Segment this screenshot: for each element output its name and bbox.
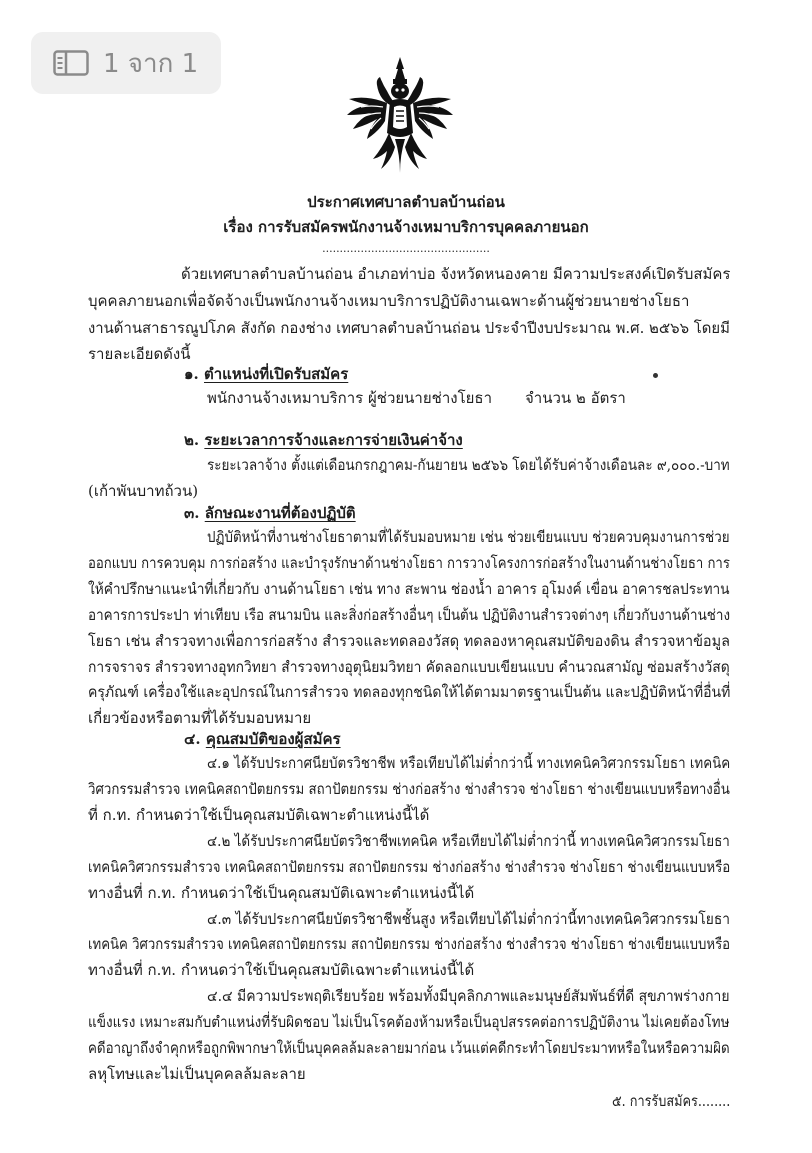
stray-mark xyxy=(653,373,658,378)
section-3-line: การจราจร สำรวจทางอุทกวิทยา สำรวจทางอุตุนิยมวิทยา คัดลอกแบบเขียนแบบ คำนวณสามัญ ซ่อมสร้างวัสดุ xyxy=(88,658,730,676)
section-heading-3 xyxy=(184,503,356,523)
section-title: ระยะเวลาการจ้างและการจ่ายเงินค่าจ้าง xyxy=(204,431,463,449)
section-title: ลักษณะงานที่ต้องปฏิบัติ xyxy=(204,504,356,522)
section-2-line: ระยะเวลาจ้าง ตั้งแต่เดือนกรกฎาคม-กันยายน ๒๕๖๖ โดยได้รับค่าจ้างเดือนละ ๙,๐๐๐.-บาท xyxy=(207,456,730,474)
section-2-line: (เก้าพันบาทถ้วน) xyxy=(88,482,199,500)
qualification-line: ทางอื่นที่ ก.ท. กำหนดว่าใช้เป็นคุณสมบัติเฉพาะตำแหน่งนี้ได้ xyxy=(88,961,475,979)
qualification-line: แข็งแรง เหมาะสมกับตำแหน่งที่รับผิดชอบ ไม่เป็นโรคต้องห้ามหรือเป็นอุปสรรคต่อการปฏิบัติงาน ไม่เคยต้องโทษ xyxy=(88,1013,730,1031)
section-number: ๓. xyxy=(184,504,200,522)
title-separator: ................................................ xyxy=(322,242,490,255)
announcement-subject: เรื่อง การรับสมัครพนักงานจ้างเหมาบริการบุคคลภายนอก xyxy=(223,218,589,236)
section-3-line: ครุภัณฑ์ เครื่องใช้และอุปกรณ์ในการสำรวจ ทดลองทุกชนิดให้ได้ตามมาตรฐานเป็นต้น และปฏิบัติหน้าที่อื่นที่ xyxy=(88,683,731,701)
qualification-line: ๔.๑ ได้รับประกาศนียบัตรวิชาชีพ หรือเทียบได้ไม่ต่ำกว่านี้ ทางเทคนิควิศวกรรมโยธา เทคนิค xyxy=(207,754,731,772)
section-heading-2 xyxy=(184,430,463,450)
qualification-line: ๔.๒ ได้รับประกาศนียบัตรวิชาชีพเทคนิค หรือเทียบได้ไม่ต่ำกว่านี้ ทางเทคนิควิศวกรรมโยธา xyxy=(207,832,730,850)
garuda-emblem xyxy=(343,55,457,175)
position-count: จำนวน ๒ อัตรา xyxy=(525,389,626,407)
section-3-line: อาคารการประปา ท่าเทียบ เรือ สนามบิน และสิ่งก่อสร้างอื่นๆ เป็นต้น ปฏิบัติงานสำรวจต่างๆ เกี่ยวกับงานด้านช่าง xyxy=(88,606,731,624)
qualification-line: เทคนิควิศวกรรมสำรวจ เทคนิคสถาปัตยกรรม สถาปัตยกรรม ช่างก่อสร้าง ช่างสำรวจ ช่างโยธา ช่างเขียนแบบหรือ xyxy=(88,858,731,876)
intro-line: ด้วยเทศบาลตำบลบ้านถ่อน อำเภอท่าบ่อ จังหวัดหนองคาย มีความประสงค์เปิดรับสมัคร xyxy=(181,265,731,283)
qualification-line: วิศวกรรมสำรวจ เทคนิคสถาปัตยกรรม สถาปัตยกรรม ช่างก่อสร้าง ช่างสำรวจ ช่างโยธา ช่างเขียนแบบหรือทางอื่น xyxy=(88,780,730,798)
section-3-line: ให้คำปรึกษาแนะนำที่เกี่ยวกับ งานด้านโยธา เช่น ทาง สะพาน ช่องน้ำ อาคาร อุโมงค์ เขื่อน อาคารชลประทาน xyxy=(88,580,730,598)
qualification-line: ๔.๓ ได้รับประกาศนียบัตรวิชาชีพชั้นสูง หรือเทียบได้ไม่ต่ำกว่านี้ทางเทคนิควิศวกรรมโยธา xyxy=(207,910,730,928)
qualification-line: ๔.๔ มีความประพฤติเรียบร้อย พร้อมทั้งมีบุคลิกภาพและมนุษย์สัมพันธ์ที่ดี สุขภาพร่างกาย xyxy=(207,987,730,1005)
section-number: ๑. xyxy=(184,365,199,383)
qualification-line: คดีอาญาถึงจำคุกหรือถูกพิพากษาให้เป็นบุคคลล้มละลายมาก่อน เว้นแต่คดีกระทำโดยประมาทหรือในหรือความผิด xyxy=(88,1039,730,1057)
section-3-line: โยธา เช่น สำรวจทางเพื่อการก่อสร้าง สำรวจและทดลองวัสดุ ทดลองหาคุณสมบัติของดิน สำรวจหาข้อมูล xyxy=(88,632,730,650)
qualification-line: ที่ ก.ท. กำหนดว่าใช้เป็นคุณสมบัติเฉพาะตำแหน่งนี้ได้ xyxy=(88,806,430,824)
section-heading-4 xyxy=(184,729,341,749)
page-indicator-label: 1 จาก 1 xyxy=(103,48,199,79)
sidebar-toggle-icon xyxy=(53,50,89,76)
section-3-line: เกี่ยวข้องหรือตามที่ได้รับมอบหมาย xyxy=(88,709,312,727)
next-page-hint: ๕. การรับสมัคร........ xyxy=(612,1092,731,1110)
section-3-line: ปฏิบัติหน้าที่งานช่างโยธาตามที่ได้รับมอบหมาย เช่น ช่วยเขียนแบบ ช่วยควบคุมงานการช่วย xyxy=(207,528,730,546)
section-3-line: ออกแบบ การควบคุม การก่อสร้าง และบำรุงรักษาด้านช่างโยธา การวางโครงการก่อสร้างในงานด้านช่างโยธา การ xyxy=(88,554,730,572)
position-row xyxy=(207,388,647,408)
section-title: ตำแหน่งที่เปิดรับสมัคร xyxy=(203,365,349,383)
section-title: คุณสมบัติของผู้สมัคร xyxy=(205,730,341,748)
section-number: ๒. xyxy=(184,431,200,449)
position-name: พนักงานจ้างเหมาบริการ ผู้ช่วยนายช่างโยธา xyxy=(207,389,492,407)
intro-line: รายละเอียดดังนี้ xyxy=(88,345,191,363)
section-heading-1 xyxy=(184,364,348,384)
qualification-line: ลหุโทษและไม่เป็นบุคคลล้มละลาย xyxy=(88,1065,306,1083)
page-indicator[interactable] xyxy=(31,32,221,94)
intro-line: งานด้านสาธารณูปโภค สังกัด กองช่าง เทศบาลตำบลบ้านถ่อน ประจำปีงบประมาณ พ.ศ. ๒๕๖๖ โดยมี xyxy=(88,319,730,337)
qualification-line: ทางอื่นที่ ก.ท. กำหนดว่าใช้เป็นคุณสมบัติเฉพาะตำแหน่งนี้ได้ xyxy=(88,884,475,902)
intro-line: บุคคลภายนอกเพื่อจัดจ้างเป็นพนักงานจ้างเหมาบริการปฏิบัติงานเฉพาะด้านผู้ช่วยนายช่างโยธา xyxy=(88,292,690,310)
section-number: ๔. xyxy=(184,730,201,748)
qualification-line: เทคนิค วิศวกรรมสำรวจ เทคนิคสถาปัตยกรรม สถาปัตยกรรม ช่างก่อสร้าง ช่างสำรวจ ช่างโยธา ช่างเขียนแบบหรือ xyxy=(88,935,731,953)
announcement-title: ประกาศเทศบาลตำบลบ้านถ่อน xyxy=(307,193,505,211)
